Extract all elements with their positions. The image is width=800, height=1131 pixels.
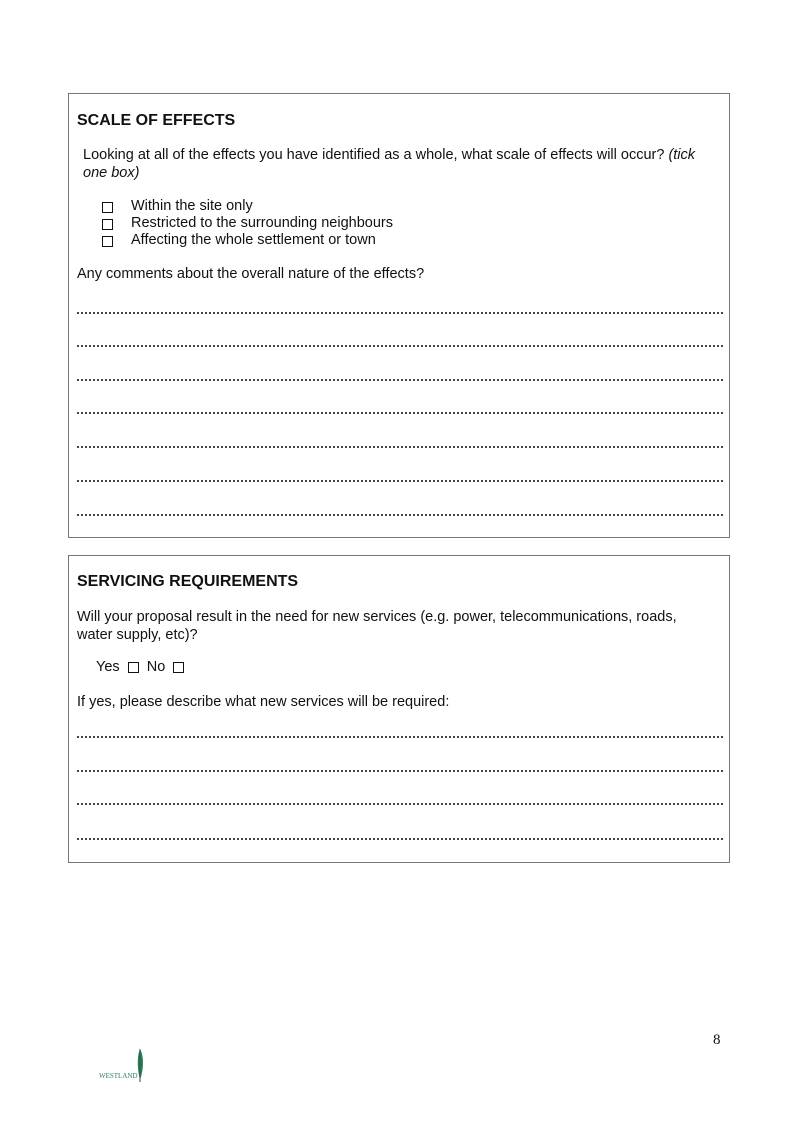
tree-icon (98, 1046, 148, 1086)
checkbox[interactable] (102, 219, 113, 230)
no-label: No (146, 659, 166, 675)
question-hint: one box) (83, 165, 140, 181)
checkbox[interactable] (102, 202, 113, 213)
section-heading: SCALE OF EFFECTS (77, 112, 236, 129)
comment-line[interactable] (77, 446, 723, 448)
westland-logo (98, 1046, 148, 1086)
comment-line[interactable] (77, 379, 723, 381)
answer-line[interactable] (77, 770, 723, 772)
question-text: Will your proposal result in the need for new services (e.g. power, telecommunications, roads, (77, 609, 677, 625)
describe-prompt: If yes, please describe what new services will be required: (77, 694, 450, 710)
answer-line[interactable] (77, 803, 723, 805)
comment-line[interactable] (77, 480, 723, 482)
yes-checkbox[interactable] (128, 662, 139, 673)
comments-prompt: Any comments about the overall nature of the effects? (77, 266, 425, 282)
page-number: 8 (713, 1032, 721, 1048)
comment-line[interactable] (77, 412, 723, 414)
comment-line[interactable] (77, 514, 723, 516)
comment-line[interactable] (77, 345, 723, 347)
servicing-requirements-section (68, 555, 730, 863)
question-text: Looking at all of the effects you have identified as a whole, what scale of effects will occur? (tick (83, 147, 696, 163)
yes-no-options (96, 659, 184, 675)
checkbox[interactable] (102, 236, 113, 247)
section-heading: SERVICING REQUIREMENTS (77, 573, 299, 590)
svg-text:WESTLAND: WESTLAND (99, 1072, 138, 1080)
yes-label: Yes (96, 659, 120, 675)
no-checkbox[interactable] (173, 662, 184, 673)
answer-line[interactable] (77, 736, 723, 738)
question-text-2: water supply, etc)? (77, 627, 198, 643)
comment-line[interactable] (77, 312, 723, 314)
scale-of-effects-section: SCALE OF EFFECTS Looking at all of the effects you have identified as a whole, what scale of effects will occur? (tick one box) Within the site only Restricted to the surrounding neighbours Affecting the whole settlement or town Any comments about the overall nature of the effects? (68, 93, 730, 538)
answer-line[interactable] (77, 838, 723, 840)
